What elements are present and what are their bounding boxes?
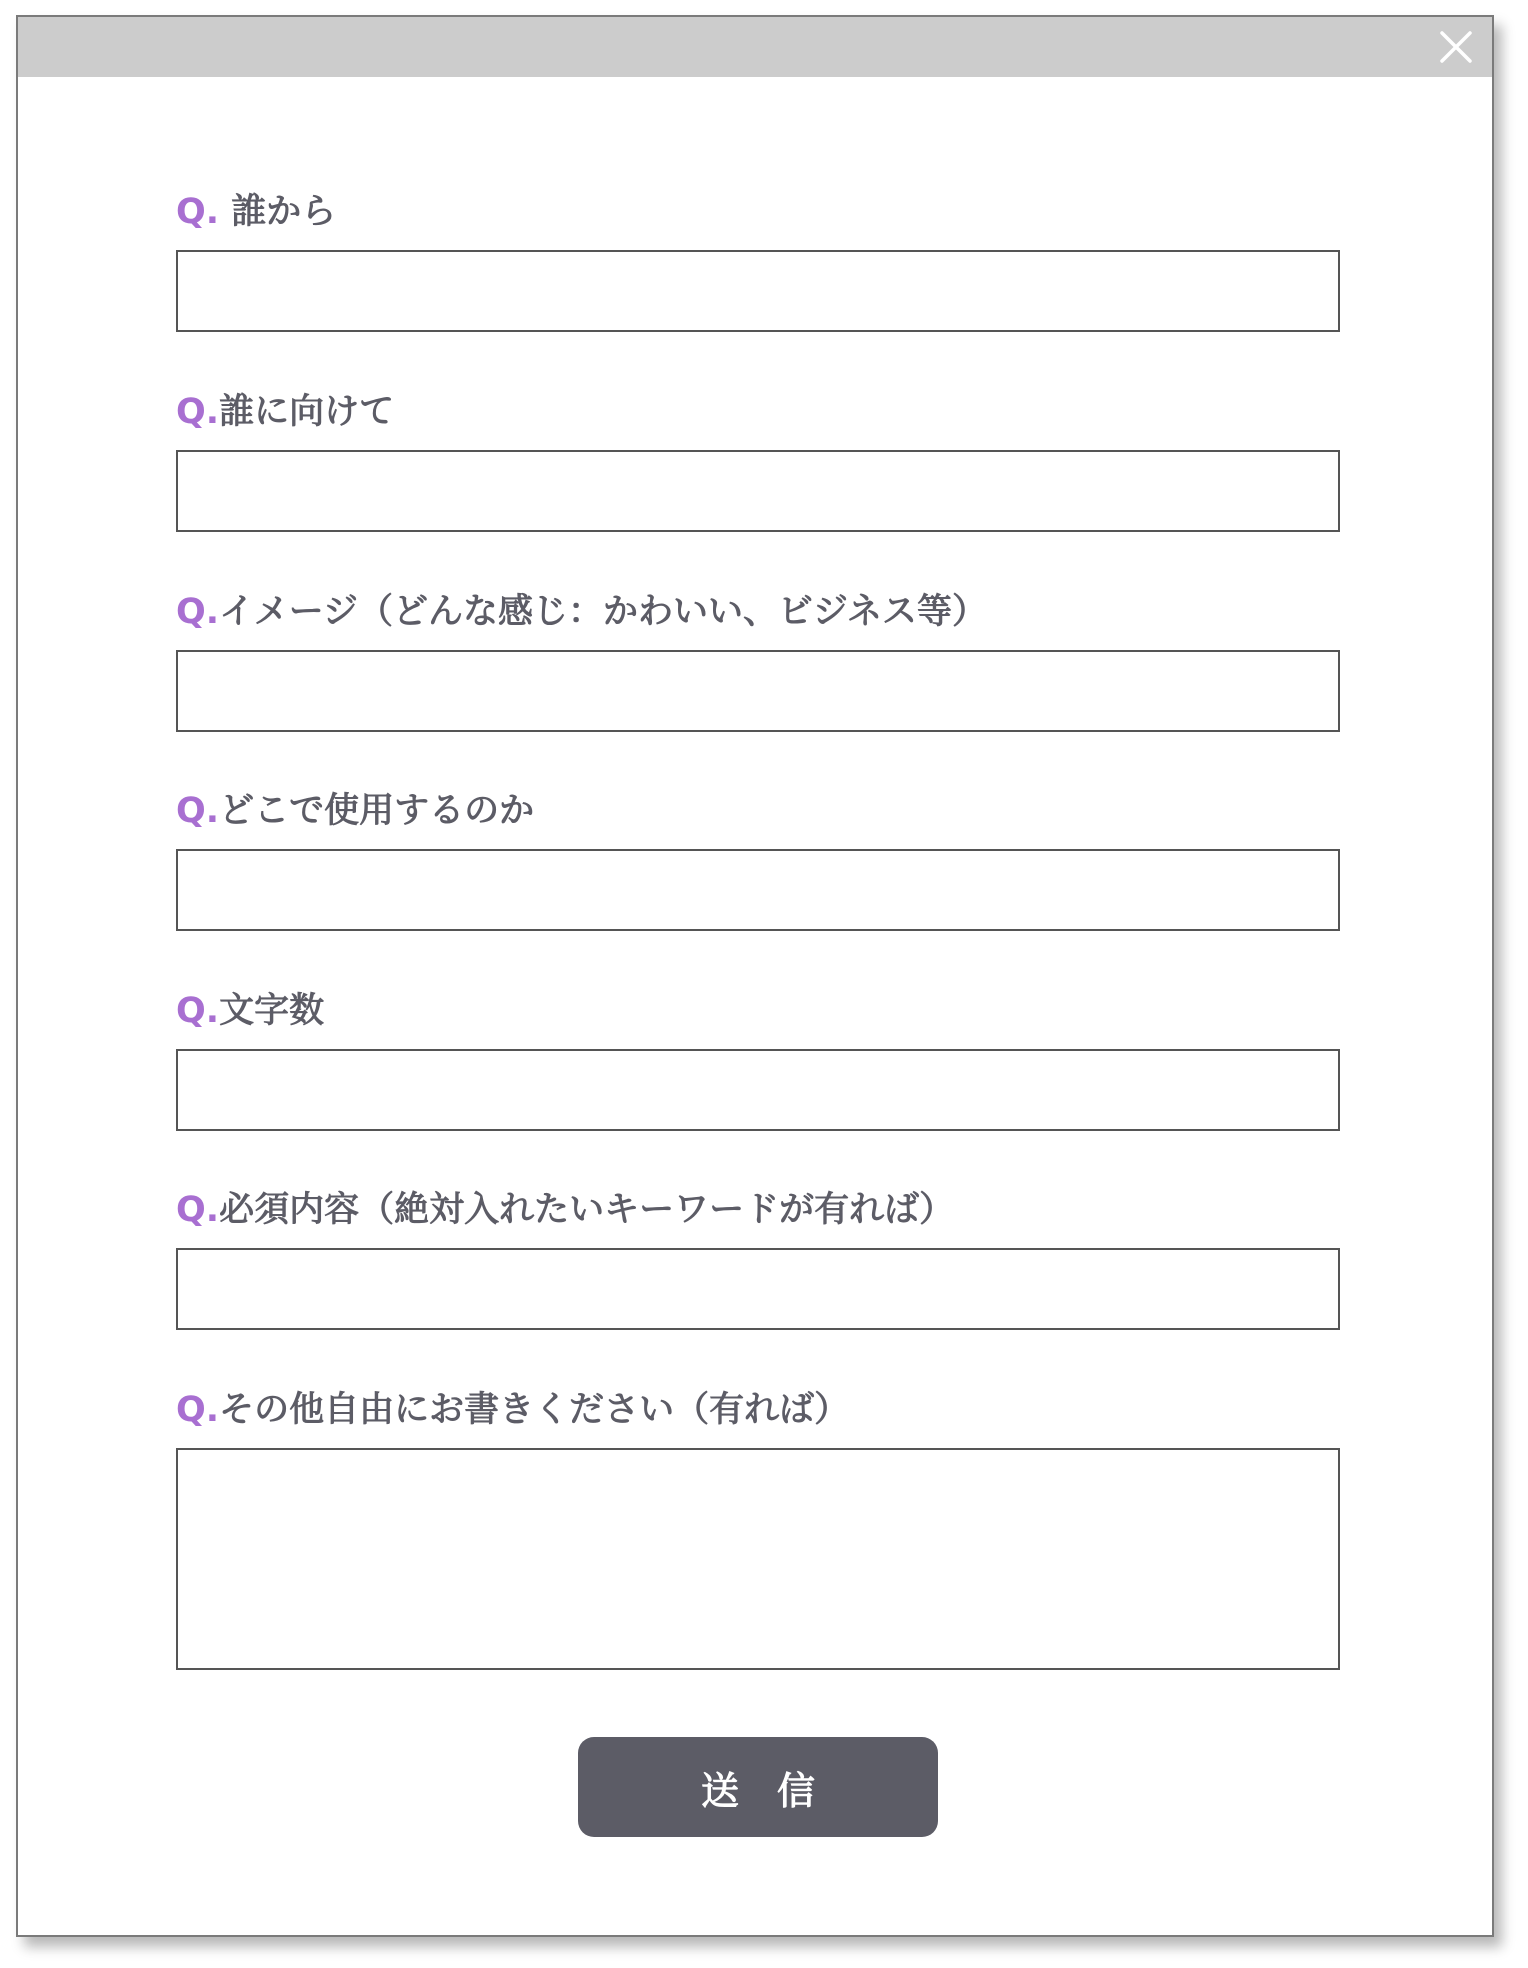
submit-button[interactable]: 送信 xyxy=(578,1737,938,1837)
question-text: 必須内容（絶対入れたいキーワードが有れば） xyxy=(219,1190,955,1230)
question-prefix: Q. xyxy=(176,791,220,831)
other-textarea[interactable] xyxy=(176,1448,1340,1670)
question-text: どこで使用するのか xyxy=(219,791,535,831)
question-other xyxy=(176,1390,1340,1670)
required-content-input[interactable] xyxy=(176,1248,1340,1330)
close-button[interactable] xyxy=(1436,27,1476,67)
question-label xyxy=(176,791,1340,831)
dialog-titlebar xyxy=(18,17,1492,77)
question-label xyxy=(176,991,1340,1031)
question-text: 誰に向けて xyxy=(219,392,395,432)
form-dialog xyxy=(16,15,1494,1937)
question-prefix: Q. xyxy=(176,1390,220,1430)
question-label xyxy=(176,1390,1340,1430)
question-char-count xyxy=(176,991,1340,1131)
close-icon xyxy=(1436,27,1476,67)
image-input[interactable] xyxy=(176,650,1340,732)
question-text: イメージ（どんな感じ：かわいい、ビジネス等） xyxy=(219,592,987,632)
char-count-input[interactable] xyxy=(176,1049,1340,1131)
question-prefix: Q. xyxy=(176,592,220,632)
question-to xyxy=(176,392,1340,532)
question-label xyxy=(176,592,1340,632)
to-input[interactable] xyxy=(176,450,1340,532)
question-label xyxy=(176,392,1340,432)
from-input[interactable] xyxy=(176,250,1340,332)
question-required-content xyxy=(176,1190,1340,1330)
question-label xyxy=(176,192,1340,232)
question-prefix: Q. xyxy=(176,192,220,232)
usage-input[interactable] xyxy=(176,849,1340,931)
question-prefix: Q. xyxy=(176,1190,220,1230)
question-prefix: Q. xyxy=(176,991,220,1031)
question-text: その他自由にお書きください（有れば） xyxy=(219,1390,850,1430)
question-text: 誰から xyxy=(219,192,337,232)
question-prefix: Q. xyxy=(176,392,220,432)
question-from xyxy=(176,192,1340,332)
question-label xyxy=(176,1190,1340,1230)
question-text: 文字数 xyxy=(219,991,325,1031)
question-image xyxy=(176,592,1340,732)
question-usage xyxy=(176,791,1340,931)
